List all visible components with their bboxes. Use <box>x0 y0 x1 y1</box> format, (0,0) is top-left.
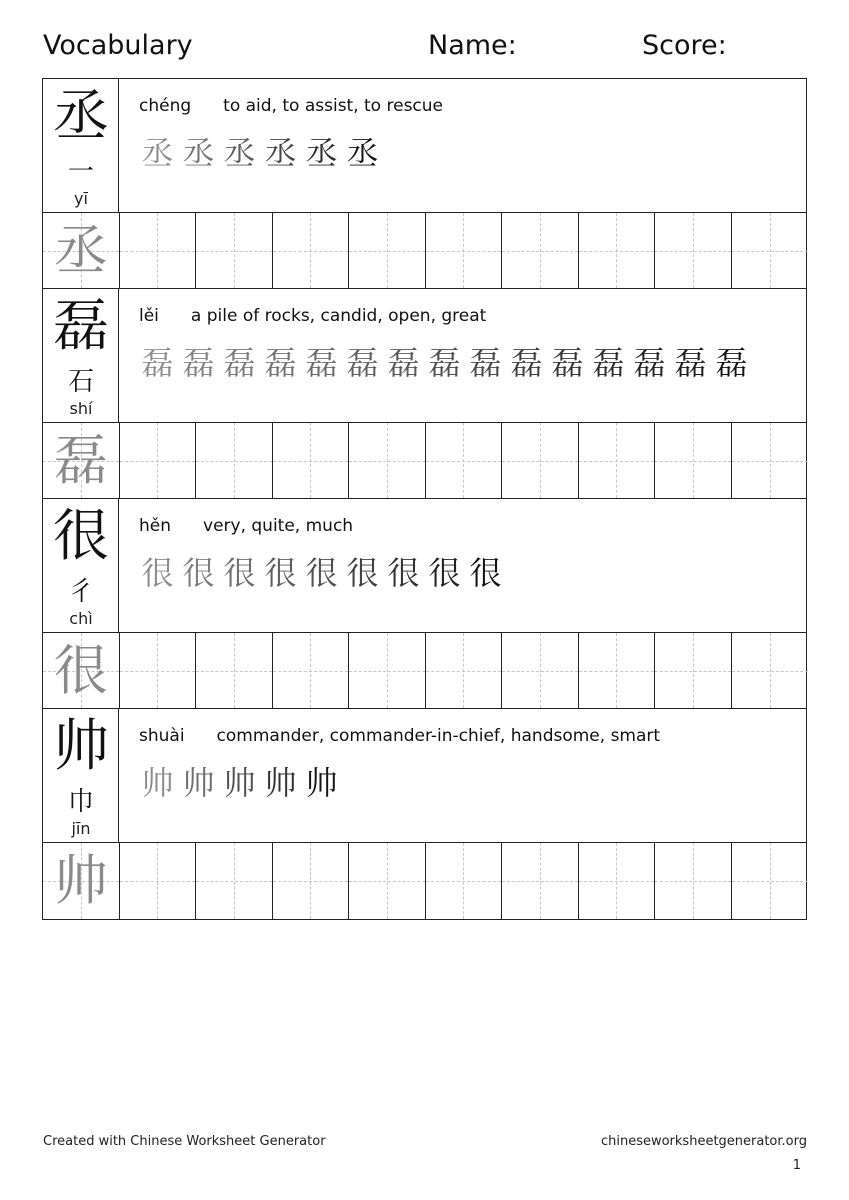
hanzi-cell <box>43 499 119 632</box>
stroke-step: 磊 <box>551 344 584 382</box>
practice-cell[interactable] <box>273 843 350 919</box>
trace-cell <box>43 423 120 498</box>
practice-row <box>43 423 806 499</box>
hanzi-character: 很 <box>53 504 109 569</box>
practice-cell[interactable] <box>273 423 350 498</box>
hanzi-cell <box>43 79 119 212</box>
radical-pinyin: yī <box>74 189 88 208</box>
practice-cell[interactable] <box>426 213 503 288</box>
practice-cell[interactable] <box>732 213 809 288</box>
practice-cell[interactable] <box>349 213 426 288</box>
grid-guide-horizontal <box>655 881 731 882</box>
footer-site: chineseworksheetgenerator.org <box>600 1134 807 1149</box>
trace-character: 帅 <box>53 849 108 912</box>
practice-row <box>43 843 806 919</box>
practice-cell[interactable] <box>426 633 503 708</box>
pinyin: chéng <box>139 96 192 116</box>
hanzi-character: 丞 <box>53 84 109 149</box>
practice-cell[interactable] <box>426 843 503 919</box>
trace-cell <box>43 633 120 708</box>
worksheet-header <box>43 28 808 68</box>
grid-guide-horizontal <box>579 251 655 252</box>
pinyin: hěn <box>139 516 172 536</box>
definition: to aid, to assist, to rescue <box>223 96 444 116</box>
grid-guide-horizontal <box>426 251 502 252</box>
definition-line <box>139 305 486 327</box>
stroke-step: 丞 <box>223 134 256 172</box>
stroke-step: 帅 <box>223 764 256 802</box>
practice-cell[interactable] <box>655 633 732 708</box>
hanzi-character: 帅 <box>53 714 109 779</box>
practice-cell[interactable] <box>196 633 273 708</box>
hanzi-character: 磊 <box>53 294 109 359</box>
stroke-step: 帅 <box>264 764 297 802</box>
stroke-step: 很 <box>223 554 256 592</box>
grid-guide-horizontal <box>196 671 272 672</box>
grid-guide-horizontal <box>426 671 502 672</box>
hanzi-cell <box>43 709 119 842</box>
stroke-step: 磊 <box>633 344 666 382</box>
stroke-step: 丞 <box>141 134 174 172</box>
trace-character: 很 <box>53 639 108 702</box>
grid-guide-horizontal <box>579 881 655 882</box>
practice-cell[interactable] <box>196 213 273 288</box>
radical-character: 石 <box>67 367 94 397</box>
practice-cell[interactable] <box>502 843 579 919</box>
stroke-step: 帅 <box>305 764 338 802</box>
worksheet-title: Vocabulary <box>43 30 193 61</box>
trace-character: 磊 <box>53 429 108 492</box>
practice-cell[interactable] <box>579 843 656 919</box>
practice-row <box>43 213 806 289</box>
practice-cell[interactable] <box>120 423 197 498</box>
entry-info-row <box>43 709 806 843</box>
stroke-step: 很 <box>469 554 502 592</box>
stroke-step: 磊 <box>428 344 461 382</box>
practice-cell[interactable] <box>579 213 656 288</box>
grid-guide-horizontal <box>349 671 425 672</box>
practice-cell[interactable] <box>273 213 350 288</box>
pinyin: lěi <box>139 306 159 326</box>
definition-line <box>139 95 443 117</box>
grid-guide-horizontal <box>196 251 272 252</box>
stroke-step: 磊 <box>592 344 625 382</box>
stroke-step: 磊 <box>182 344 215 382</box>
grid-guide-horizontal <box>732 671 809 672</box>
radical-character: 巾 <box>67 787 94 817</box>
entry-info-row <box>43 79 806 213</box>
worksheet-grid <box>42 78 807 920</box>
grid-guide-horizontal <box>349 251 425 252</box>
radical-character: 一 <box>67 157 94 187</box>
stroke-step: 很 <box>346 554 379 592</box>
definition-line <box>139 725 660 747</box>
stroke-step: 很 <box>264 554 297 592</box>
grid-guide-horizontal <box>732 251 809 252</box>
stroke-step: 磊 <box>264 344 297 382</box>
grid-guide-horizontal <box>579 461 655 462</box>
grid-guide-horizontal <box>579 671 655 672</box>
grid-guide-horizontal <box>426 461 502 462</box>
grid-guide-horizontal <box>120 881 196 882</box>
grid-guide-horizontal <box>502 461 578 462</box>
radical-character: 彳 <box>67 577 94 607</box>
practice-cell[interactable] <box>196 843 273 919</box>
name-label: Name: <box>428 30 517 61</box>
stroke-step: 磊 <box>223 344 256 382</box>
practice-cell[interactable] <box>120 633 197 708</box>
grid-guide-horizontal <box>655 461 731 462</box>
practice-cell[interactable] <box>502 213 579 288</box>
page-number: 1 <box>792 1158 801 1173</box>
grid-guide-horizontal <box>732 461 809 462</box>
practice-cell[interactable] <box>579 423 656 498</box>
practice-cell[interactable] <box>349 843 426 919</box>
trace-cell <box>43 843 120 919</box>
practice-cell[interactable] <box>349 633 426 708</box>
stroke-step: 丞 <box>182 134 215 172</box>
stroke-order-row <box>137 129 383 177</box>
practice-cell[interactable] <box>655 843 732 919</box>
practice-cell[interactable] <box>502 633 579 708</box>
hanzi-cell <box>43 289 119 422</box>
stroke-step: 很 <box>182 554 215 592</box>
entry-info-row <box>43 499 806 633</box>
entry-info-row <box>43 289 806 423</box>
pinyin: shuài <box>139 726 185 746</box>
practice-cell[interactable] <box>502 423 579 498</box>
practice-cell[interactable] <box>426 423 503 498</box>
grid-guide-horizontal <box>273 251 349 252</box>
grid-guide-horizontal <box>196 461 272 462</box>
radical-pinyin: shí <box>69 399 93 418</box>
grid-guide-horizontal <box>502 881 578 882</box>
grid-guide-horizontal <box>273 461 349 462</box>
radical-pinyin: chì <box>69 609 93 628</box>
definition: very, quite, much <box>203 516 354 536</box>
grid-guide-horizontal <box>655 251 731 252</box>
practice-cell[interactable] <box>732 423 809 498</box>
practice-cell[interactable] <box>120 843 197 919</box>
practice-cell[interactable] <box>655 213 732 288</box>
stroke-step: 丞 <box>264 134 297 172</box>
stroke-step: 丞 <box>346 134 379 172</box>
trace-cell <box>43 213 120 288</box>
practice-cell[interactable] <box>120 213 197 288</box>
grid-guide-horizontal <box>120 461 196 462</box>
stroke-step: 丞 <box>305 134 338 172</box>
stroke-order-row <box>137 339 752 387</box>
grid-guide-horizontal <box>502 251 578 252</box>
radical-pinyin: jīn <box>71 819 91 838</box>
stroke-step: 磊 <box>674 344 707 382</box>
stroke-step: 磊 <box>469 344 502 382</box>
practice-cell[interactable] <box>349 423 426 498</box>
grid-guide-horizontal <box>732 881 809 882</box>
grid-guide-horizontal <box>120 671 196 672</box>
stroke-step: 帅 <box>141 764 174 802</box>
stroke-step: 很 <box>305 554 338 592</box>
stroke-step: 磊 <box>346 344 379 382</box>
practice-cell[interactable] <box>655 423 732 498</box>
grid-guide-horizontal <box>655 671 731 672</box>
practice-cell[interactable] <box>732 633 809 708</box>
grid-guide-horizontal <box>120 251 196 252</box>
grid-guide-horizontal <box>349 461 425 462</box>
stroke-step: 磊 <box>715 344 748 382</box>
practice-cell[interactable] <box>579 633 656 708</box>
score-label: Score: <box>642 30 727 61</box>
grid-guide-horizontal <box>273 671 349 672</box>
stroke-step: 帅 <box>182 764 215 802</box>
definition: commander, commander-in-chief, handsome, smart <box>216 726 661 746</box>
grid-guide-horizontal <box>273 881 349 882</box>
footer-credit: Created with Chinese Worksheet Generator <box>43 1134 326 1149</box>
trace-character: 丞 <box>53 219 108 282</box>
grid-guide-horizontal <box>196 881 272 882</box>
stroke-step: 磊 <box>510 344 543 382</box>
stroke-step: 很 <box>387 554 420 592</box>
stroke-order-row <box>137 549 506 597</box>
stroke-step: 很 <box>141 554 174 592</box>
practice-row <box>43 633 806 709</box>
grid-guide-horizontal <box>349 881 425 882</box>
stroke-step: 磊 <box>141 344 174 382</box>
practice-cell[interactable] <box>732 843 809 919</box>
stroke-step: 很 <box>428 554 461 592</box>
definition: a pile of rocks, candid, open, great <box>190 306 487 326</box>
stroke-step: 磊 <box>387 344 420 382</box>
grid-guide-horizontal <box>426 881 502 882</box>
practice-cell[interactable] <box>273 633 350 708</box>
grid-guide-horizontal <box>502 671 578 672</box>
stroke-order-row <box>137 759 342 807</box>
definition-line <box>139 515 353 537</box>
stroke-step: 磊 <box>305 344 338 382</box>
practice-cell[interactable] <box>196 423 273 498</box>
